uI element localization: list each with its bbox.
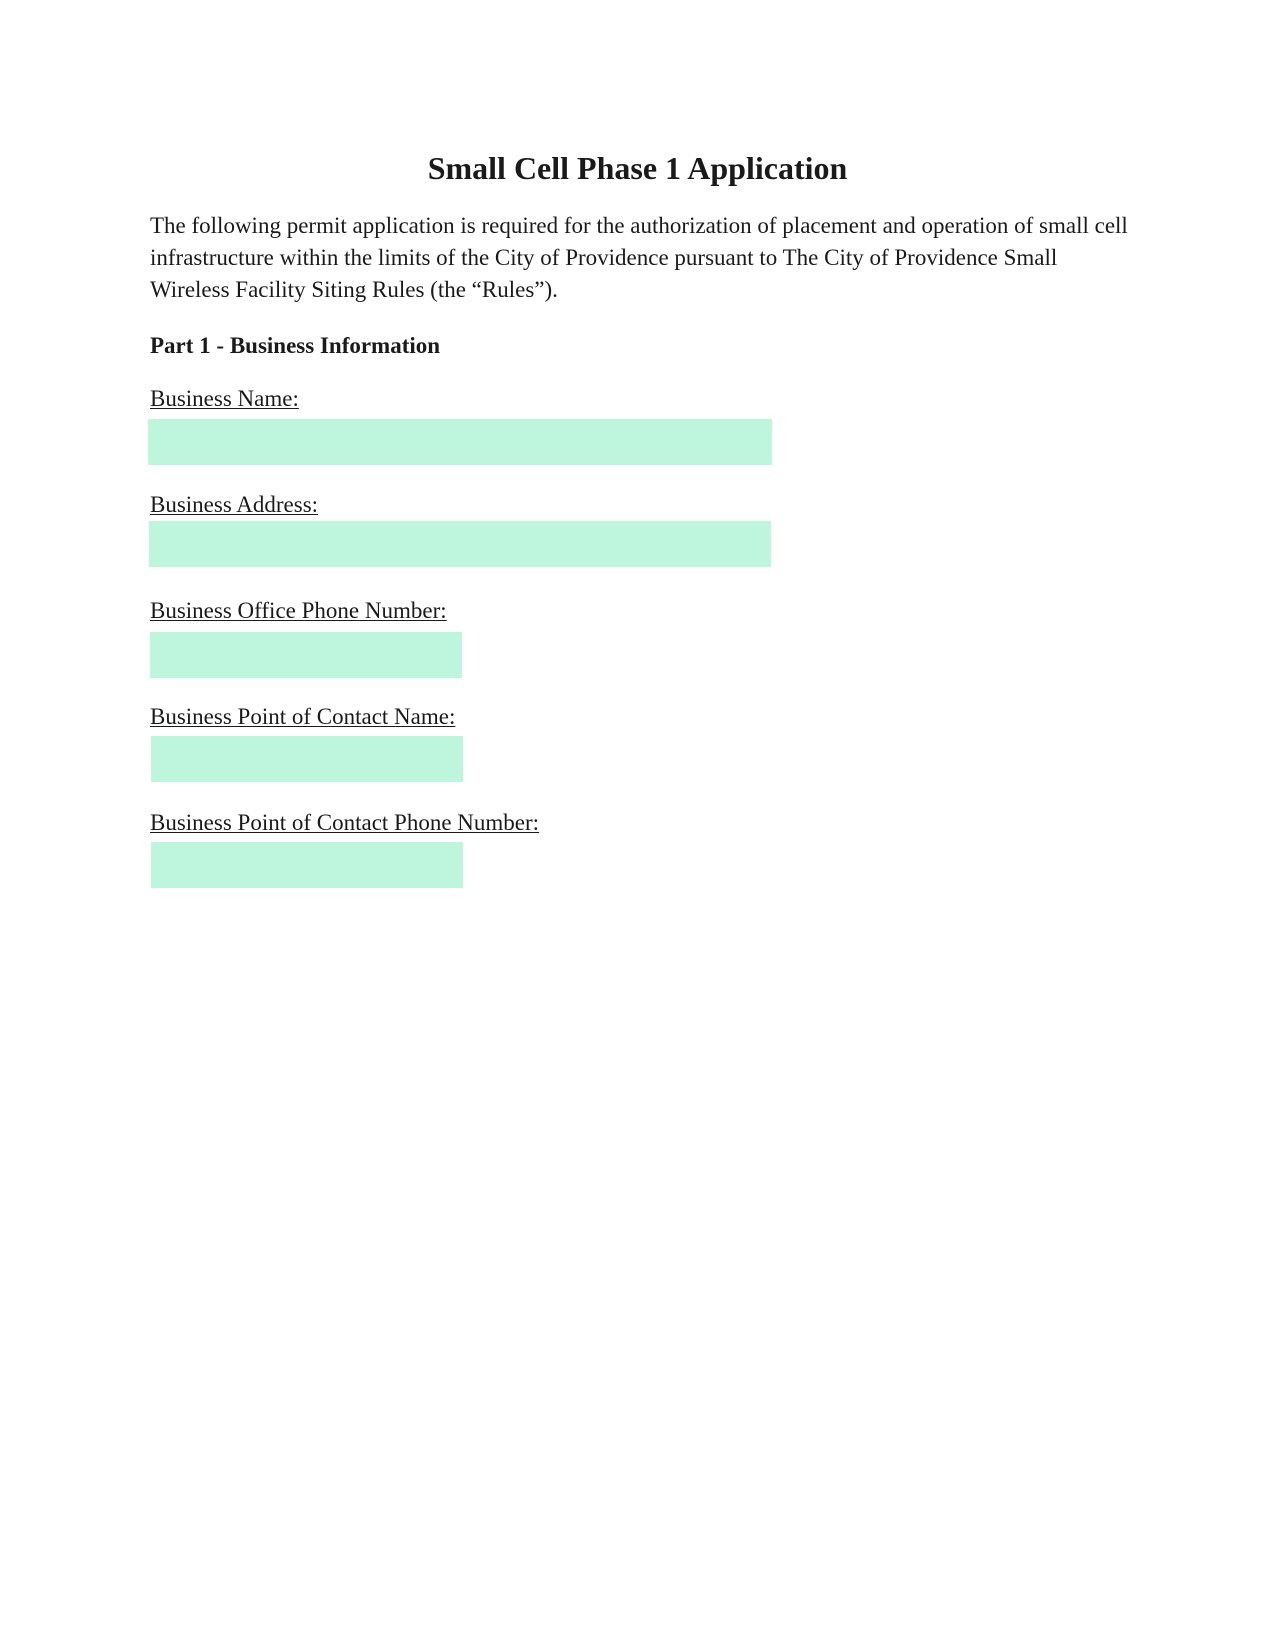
poc-phone-field[interactable] [151,842,463,888]
poc-phone-label: Business Point of Contact Phone Number: [150,810,540,835]
section-heading-business-information: Part 1 - Business Information [150,333,441,358]
poc-name-field[interactable] [151,736,463,782]
office-phone-field[interactable] [150,632,462,678]
poc-name-label: Business Point of Contact Name: [150,704,456,729]
page-title: Small Cell Phase 1 Application [427,150,848,186]
intro-paragraph: The following permit application is required for the authorization of placement and operation of small cell infrastructure within the limits of the City of Providence pursuant to The City of Providence Small Wireless Facility Siting Rules (the “Rules”). [150,213,1128,302]
business-name-field[interactable] [148,419,772,465]
business-address-label: Business Address: [150,492,319,517]
business-address-field[interactable] [149,521,771,567]
business-name-label: Business Name: [150,386,299,411]
office-phone-label: Business Office Phone Number: [150,598,447,623]
